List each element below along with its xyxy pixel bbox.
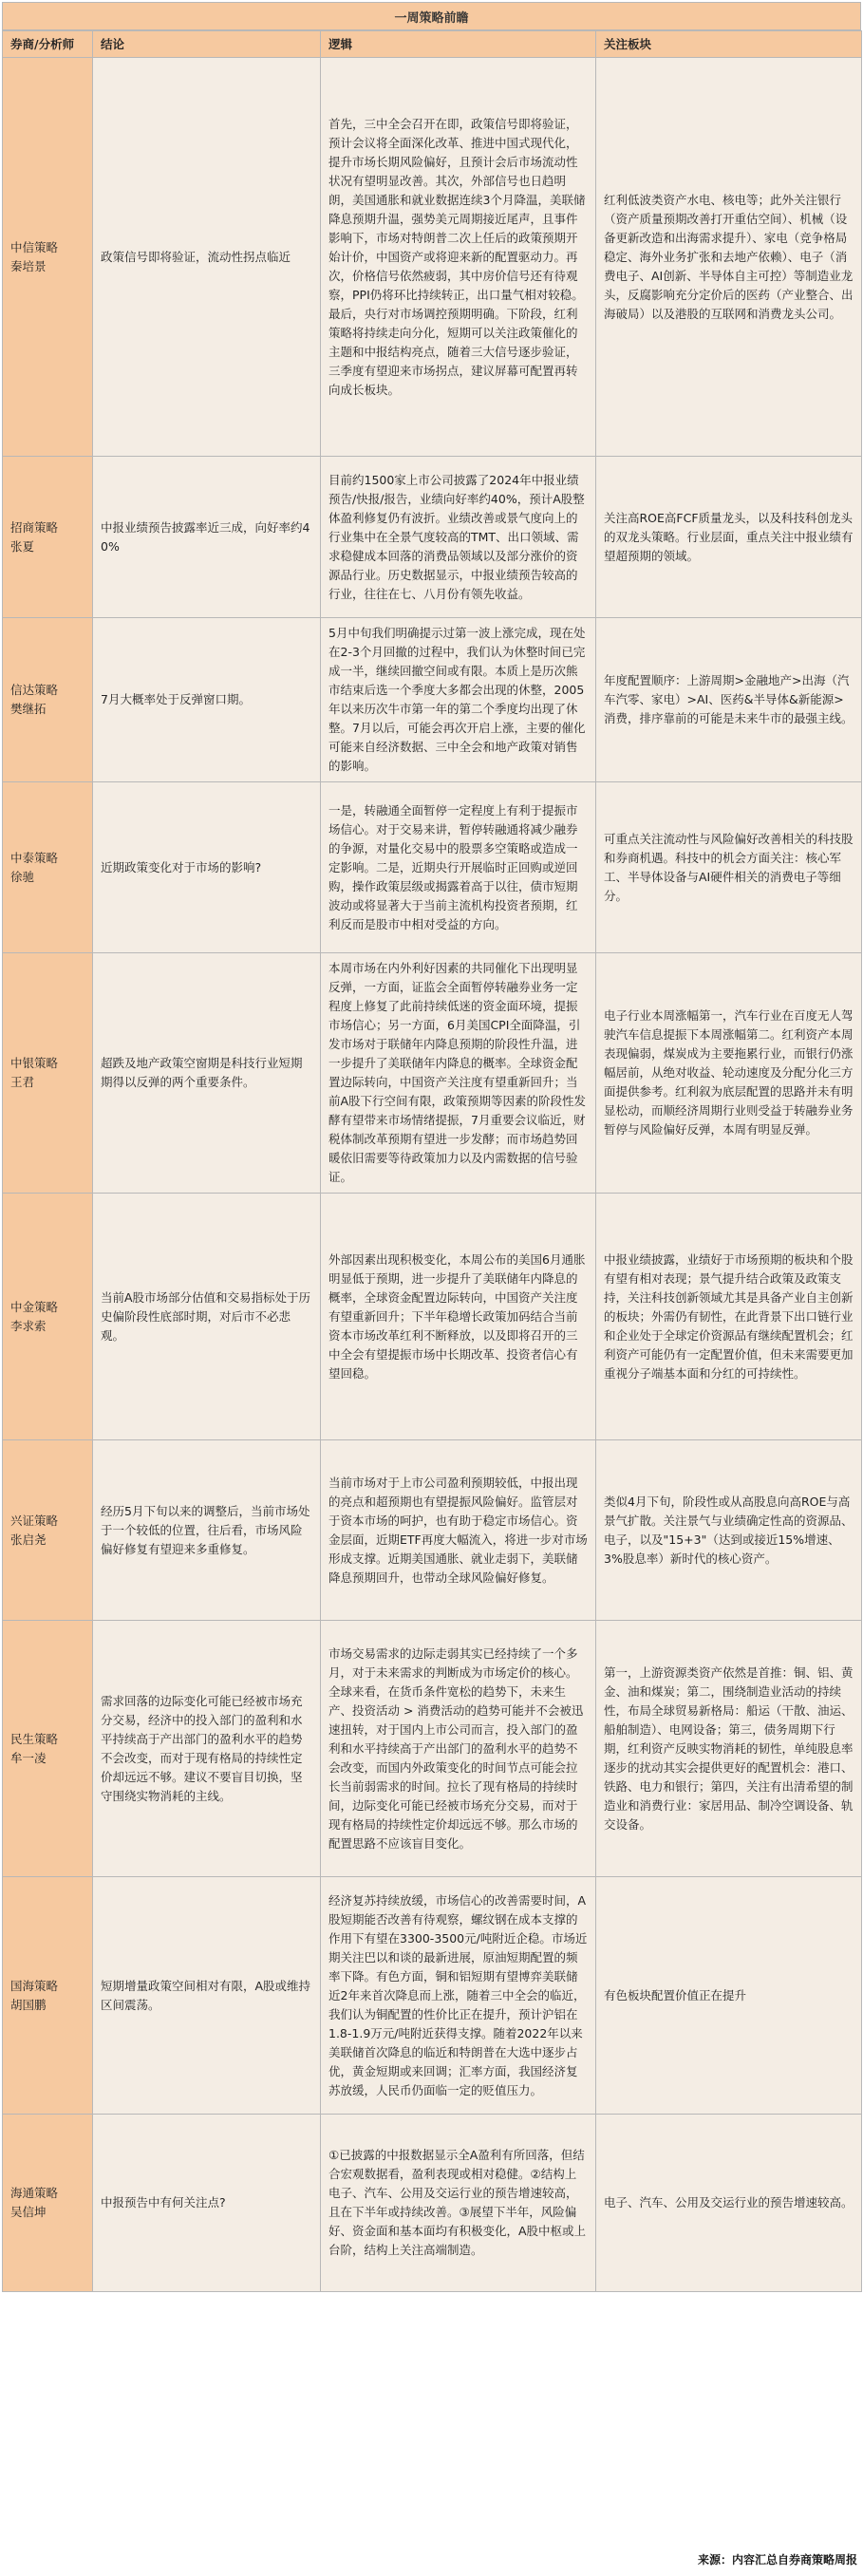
- sectors-cell: 电子行业本周涨幅第一，汽车行业在百度无人驾驶汽车信息提振下本周涨幅第二。红利资产本周表现偏弱，煤炭成为主要拖累行业，而银行仍涨幅居前，从绝对收益、轮动速度及分配分化三方面提供参考。红利叙为底层配置的思路并未有明显松动，而顺经济周期行业则受益于转融券业务暂停与风险偏好反弹，本周有明显反弹。: [596, 953, 862, 1194]
- header-logic: 逻辑: [321, 31, 596, 58]
- broker-name: 中银策略: [10, 1056, 59, 1070]
- analyst-name: 樊继拓: [10, 702, 47, 716]
- broker-cell: [3, 782, 93, 953]
- conclusion-cell: 政策信号即将验证，流动性拐点临近: [93, 58, 321, 457]
- analyst-name: 吴信坤: [10, 2205, 47, 2219]
- conclusion-cell: 当前A股市场部分估值和交易指标处于历史偏阶段性底部时期，对后市不必悲观。: [93, 1194, 321, 1440]
- broker-cell: [3, 1621, 93, 1877]
- logic-cell: ①已披露的中报数据显示全A盈利有所回落，但结合宏观数据看，盈利表现或相对稳健。②结构上电子、汽车、公用及交运行业的预告增速较高，且在下半年或持续改善。③展望下半年，风险偏好、资金面和基本面均有积极变化，A股中枢或上台阶，结构上关注高端制造。: [321, 2115, 596, 2292]
- conclusion-cell: 经历5月下旬以来的调整后，当前市场处于一个较低的位置，往后看，市场风险偏好修复有望迎来多重修复。: [93, 1440, 321, 1621]
- analyst-name: 王君: [10, 1075, 35, 1089]
- table-row: [3, 1621, 862, 1877]
- broker-cell: [3, 457, 93, 618]
- broker-cell: [3, 953, 93, 1194]
- broker-name: 海通策略: [10, 2186, 59, 2200]
- sectors-cell: 关注高ROE高FCF质量龙头，以及科技科创龙头的双龙头策略。行业层面，重点关注中报业绩有望超预期的领域。: [596, 457, 862, 618]
- sectors-cell: 年度配置顺序：上游周期>金融地产>出海（汽车汽零、家电）>AI、医药&半导体&新能源>消费，排序靠前的可能是未来牛市的最强主线。: [596, 618, 862, 782]
- strategy-table: [2, 30, 862, 2292]
- analyst-name: 牟一凌: [10, 1750, 47, 1765]
- source-note: 来源：内容汇总自券商策略周报: [697, 2553, 857, 2567]
- table-row: [3, 1194, 862, 1440]
- analyst-name: 张夏: [10, 538, 35, 554]
- conclusion-cell: 中报预告中有何关注点?: [93, 2115, 321, 2292]
- broker-name: 中金策略: [10, 1299, 59, 1314]
- strategy-table-sheet: [2, 2, 861, 2292]
- broker-name: 民生策略: [10, 1731, 59, 1746]
- conclusion-cell: 中报业绩预告披露率近三成，向好率约40%: [93, 457, 321, 618]
- logic-cell: 首先，三中全会召开在即，政策信号即将验证，预计会议将全面深化改革、推进中国式现代化，提升市场长期风险偏好，且预计会后市场流动性状况有望明显改善。其次，外部信号也日趋明朗，美国通胀和就业数据连续3个月降温，美联储降息预期升温，强势美元周期接近尾声，且事件影响下，市场对特朗普二次上任后的政策预期开始计价，中国资产或将迎来新的配置驱动力。再次，价格信号依然疲弱，其中房价信号还有待观察，PPI仍将环比持续转正，出口量气相对较稳。最后，央行对市场调控预期明确。下阶段，红利策略将持续走向分化，短期可以关注政策催化的主题和中报结构亮点，随着三大信号逐步验证，三季度有望迎来市场拐点，建议屏幕可配置再转向成长板块。: [321, 58, 596, 457]
- logic-cell: 目前约1500家上市公司披露了2024年中报业绩预告/快报/报告，业绩向好率约40%，预计A股整体盈利修复仍有波折。业绩改善或景气度向上的行业集中在全景气度较高的TMT、出口领域、需求稳健成本回落的消费品领域以及部分涨价的资源品行业。历史数据显示，中报业绩预告较高的行业，往往在七、八月份有领先收益。: [321, 457, 596, 618]
- conclusion-cell: 需求回落的边际变化可能已经被市场充分交易，经济中的投入部门的盈利和水平持续高于产出部门的盈利水平的趋势不会改变，而对于现有格局的持续性定价却远远不够。建议不要盲目切换，坚守围绕实物消耗的主线。: [93, 1621, 321, 1877]
- sectors-cell: 第一，上游资源类资产依然是首推：铜、铝、黄金、油和煤炭；第二，围绕制造业活动的持续性，布局全球贸易新格局：船运（干散、油运、船舶制造）、电网设备；第三，债务周期下行期，红利资产反映实物消耗的韧性，单纯股息率逐步的扰动其实会提供更好的配置机会：港口、铁路、电力和银行；第四，关注有出清希望的制造业和消费行业：家居用品、制冷空调设备、轨交设备。: [596, 1621, 862, 1877]
- logic-cell: 经济复苏持续放缓，市场信心的改善需要时间，A股短期能否改善有待观察，螺纹钢在成本支撑的作用下有望在3300-3500元/吨附近企稳。市场近期关注巴以和谈的最新进展，原油短期配置的频率下降。有色方面，铜和铝短期有望博弈美联储近2年来首次降息而上涨，随着三中全会的临近，我们认为铜配置的性价比正在提升，预计沪铝在1.8-1.9万元/吨附近获得支撑。随着2022年以来美联储首次降息的临近和特朗普在大选中逐步占优，黄金短期或来回调；汇率方面，我国经济复苏放缓，人民币仍面临一定的贬值压力。: [321, 1877, 596, 2115]
- broker-name: 招商策略: [10, 519, 59, 535]
- logic-cell: 5月中旬我们明确提示过第一波上涨完成，现在处在2-3个月回撤的过程中，我们认为休整时间已完成一半，继续回撤空间或有限。本质上是历次熊市结束后选一个季度大多都会出现的休整，2005年以来历次牛市第一年的第二个季度均出现了休整。7月以后，可能会再次开启上涨，主要的催化可能来自经济数据、三中全会和地产政策对销售的影响。: [321, 618, 596, 782]
- analyst-name: 张启尧: [10, 1532, 47, 1547]
- broker-name: 兴证策略: [10, 1513, 59, 1528]
- sectors-cell: 中报业绩披露，业绩好于市场预期的板块和个股有望有相对表现；景气提升结合政策及政策支持，关注科技创新领域尤其是具备产业自主创新的板块；外需仍有韧性，在此背景下出口链行业和企业处于全球定价资源品有继续配置机会；红利资产可能仍有一定配置价值，但未来需要更加重视分子端基本面和分红的可持续性。: [596, 1194, 862, 1440]
- broker-name: 中泰策略: [10, 850, 59, 865]
- sectors-cell: 红利低波类资产水电、核电等；此外关注银行（资产质量预期改善打开重估空间）、机械（设备更新改造和出海需求提升）、家电（竞争格局稳定、海外业务扩张和去地产依赖）、电子（消费电子、AI创新、半导体自主可控）等制造业龙头，反腐影响充分定价后的医药（产业整合、出海破局）以及港股的互联网和消费龙头公司。: [596, 58, 862, 457]
- table-title: 一周策略前瞻: [2, 2, 861, 30]
- conclusion-cell: 7月大概率处于反弹窗口期。: [93, 618, 321, 782]
- table-body: [3, 58, 862, 2292]
- analyst-name: 李求索: [10, 1318, 47, 1333]
- table-row: [3, 953, 862, 1194]
- sectors-cell: 类似4月下旬，阶段性或从高股息向高ROE与高景气扩散。关注景气与业绩确定性高的资源品、电子，以及"15+3"（达到或接近15%增速、3%股息率）新时代的核心资产。: [596, 1440, 862, 1621]
- conclusion-cell: 近期政策变化对于市场的影响?: [93, 782, 321, 953]
- header-row: [3, 31, 862, 58]
- conclusion-cell: 超跌及地产政策空窗期是科技行业短期期得以反弹的两个重要条件。: [93, 953, 321, 1194]
- broker-name: 国海策略: [10, 1978, 59, 1993]
- broker-cell: [3, 2115, 93, 2292]
- header-broker: 券商/分析师: [3, 31, 93, 58]
- table-row: [3, 782, 862, 953]
- header-conclusion: 结论: [93, 31, 321, 58]
- broker-cell: [3, 618, 93, 782]
- broker-cell: [3, 58, 93, 457]
- table-row: [3, 58, 862, 457]
- logic-cell: 市场交易需求的边际走弱其实已经持续了一个多月，对于未来需求的判断成为市场定价的核心。全球来看，在货币条件宽松的趋势下，未来生产、投资活动 > 消费活动的趋势可能并不会被迅速扭转，对于国内上市公司而言，投入部门的盈利和水平持续高于产出部门的盈利水平的趋势不会改变，而国内外政策变化的时间节点可能会拉长当前弱需求的时间。拉长了现有格局的持续时间，边际变化可能已经被市场充分交易，而对于现有格局的持续性定价却远远不够。那么市场的配置思路不应该盲目变化。: [321, 1621, 596, 1877]
- sectors-cell: 有色板块配置价值正在提升: [596, 1877, 862, 2115]
- table-row: [3, 1440, 862, 1621]
- table-row: [3, 2115, 862, 2292]
- table-row: [3, 1877, 862, 2115]
- analyst-name: 徐驰: [10, 869, 35, 884]
- table-row: [3, 618, 862, 782]
- header-sectors: 关注板块: [596, 31, 862, 58]
- broker-cell: [3, 1877, 93, 2115]
- logic-cell: 当前市场对于上市公司盈利预期较低，中报出现的亮点和超预期也有望提振风险偏好。监管层对于资本市场的呵护，也有助于稳定市场信心。资金层面，近期ETF再度大幅流入，将进一步对市场形成支撑。近期美国通胀、就业走弱下，美联储降息预期回升，也带动全球风险偏好修复。: [321, 1440, 596, 1621]
- broker-name: 信达策略: [10, 683, 59, 697]
- sectors-cell: 可重点关注流动性与风险偏好改善相关的科技股和券商机遇。科技中的机会方面关注：核心军工、半导体设备与AI硬件相关的消费电子等细分。: [596, 782, 862, 953]
- analyst-name: 胡国鹏: [10, 1997, 47, 2012]
- broker-cell: [3, 1194, 93, 1440]
- conclusion-cell: 短期增量政策空间相对有限，A股或维持区间震荡。: [93, 1877, 321, 2115]
- logic-cell: 本周市场在内外利好因素的共同催化下出现明显反弹，一方面，证监会全面暂停转融券业务一定程度上修复了此前持续低迷的资金面环境，提振市场信心；另一方面，6月美国CPI全面降温，引发市场对于联储年内降息预期的阶段性升温，进一步提升了美联储年内降息的概率。全球资金配置边际转向，中国资产关注度有望重新回升；当前A股下行空间有限，政策预期等因素的阶段性发酵有望带来市场情绪提振，7月重要会议临近，财税体制改革预期有望进一步发酵；而市场趋势回暖依旧需要等待政策加力以及内需数据的信号验证。: [321, 953, 596, 1194]
- broker-cell: [3, 1440, 93, 1621]
- logic-cell: 外部因素出现积极变化，本周公布的美国6月通胀明显低于预期，进一步提升了美联储年内降息的概率，全球资金配置边际转向，中国资产关注度有望重新回升；下半年稳增长政策加码结合当前资本市场改革红利不断释放，以及即将召开的三中全会有望提振市场中长期改革、投资者信心有望回稳。: [321, 1194, 596, 1440]
- broker-name: 中信策略: [10, 239, 59, 254]
- logic-cell: 一是，转融通全面暂停一定程度上有利于提振市场信心。对于交易来讲，暂停转融通将减少融券的争源，对量化交易中的股票多空策略或造成一定影响。二是，近期央行开展临时正回购或逆回购，操作政策层级或揭露着高于以往，债市短期波动或将显著大于当前主流机构投资者预期，红利反而是股市中相对受益的方向。: [321, 782, 596, 953]
- analyst-name: 秦培景: [10, 258, 47, 273]
- table-row: [3, 457, 862, 618]
- sectors-cell: 电子、汽车、公用及交运行业的预告增速较高。: [596, 2115, 862, 2292]
